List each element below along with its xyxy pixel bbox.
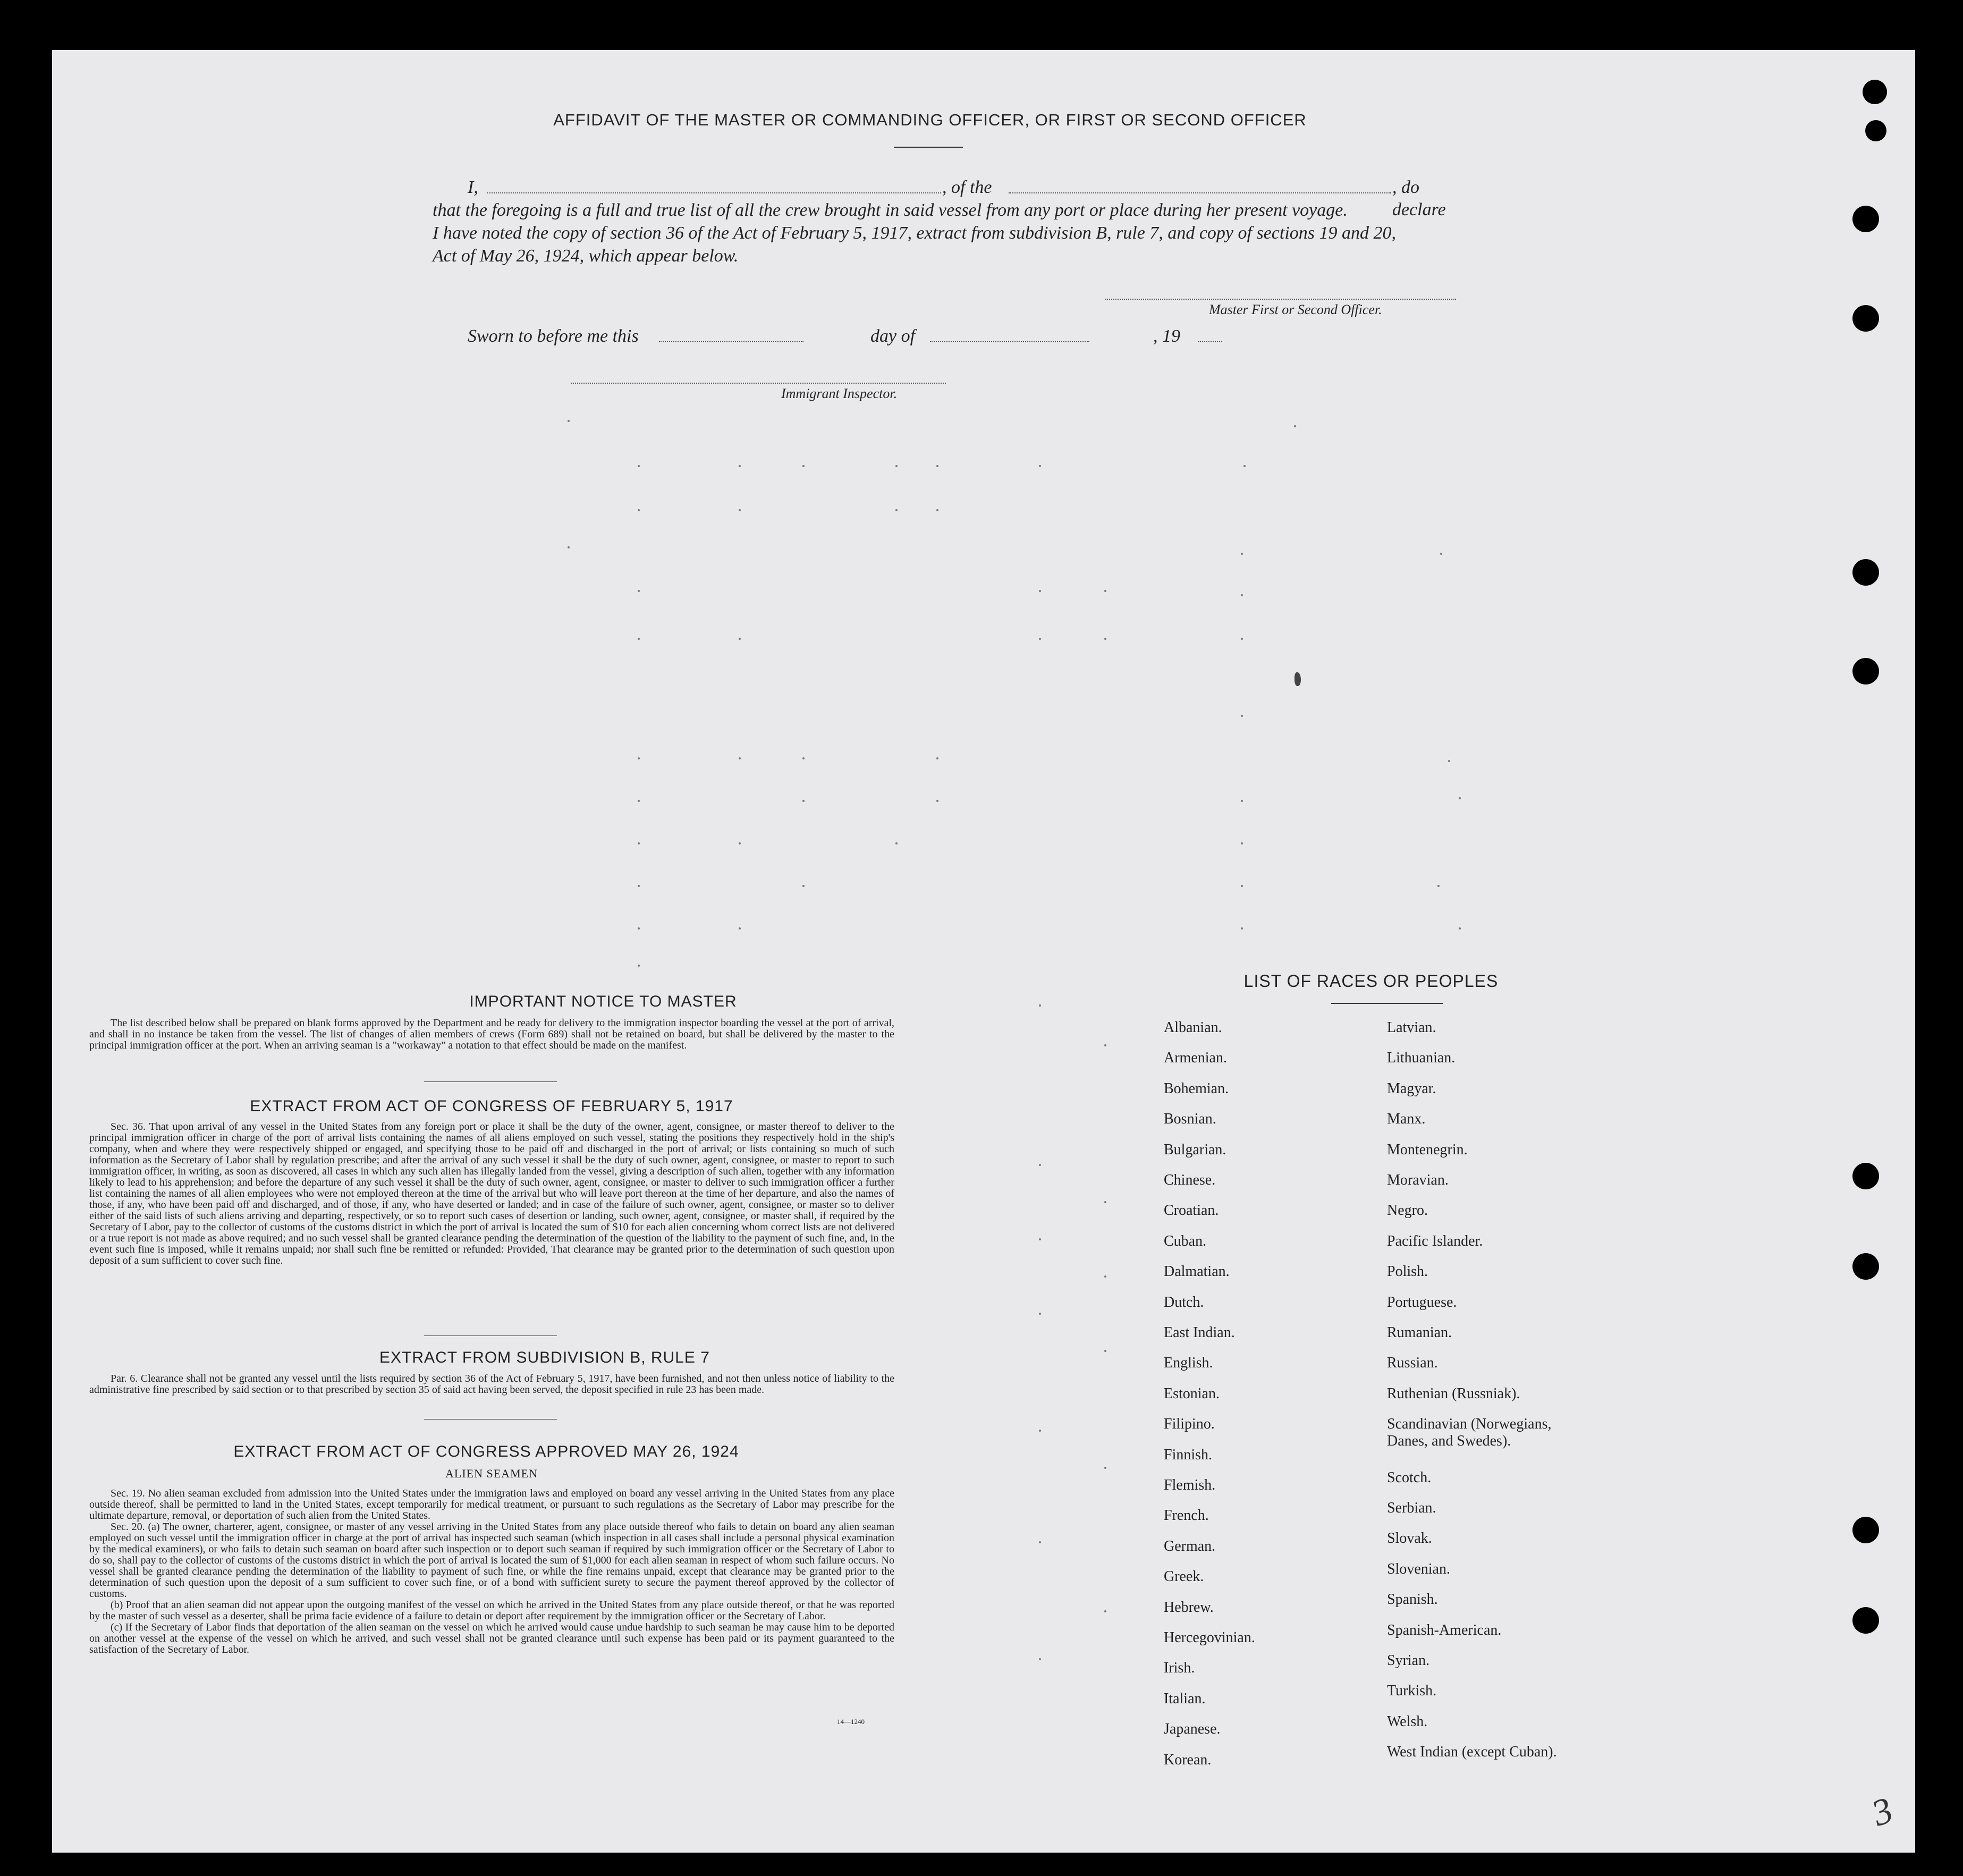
sworn-year-blank[interactable] — [1198, 341, 1222, 342]
sworn-month-blank[interactable] — [930, 341, 1089, 342]
race-item: Armenian. — [1164, 1050, 1227, 1067]
race-item: French. — [1164, 1507, 1209, 1524]
race-item: Bulgarian. — [1164, 1141, 1226, 1158]
race-item: Spanish. — [1387, 1591, 1438, 1608]
page-mark: 3 — [1866, 1789, 1898, 1835]
master-signature-label: Master First or Second Officer. — [1209, 302, 1382, 317]
race-item: Slovenian. — [1387, 1560, 1450, 1577]
race-item: Spanish-American. — [1387, 1621, 1502, 1638]
notice-heading: IMPORTANT NOTICE TO MASTER — [469, 993, 737, 1010]
race-item: Flemish. — [1164, 1477, 1216, 1493]
race-item: Portuguese. — [1387, 1294, 1457, 1311]
notice-body: The list described below shall be prepared on blank forms approved by the Department and be ready for delivery to the immigration inspector boarding the vessel at the port of arrival, and shall in no instance be taken from the vessel. The list of changes of alien members of crews (Form 689) shall not be retained on board, but shall be delivered by the master to the principal immigration officer at the port. When an arriving seaman is a "workaway" a notation to that effect should be made on the manifest. — [89, 1017, 894, 1051]
race-item: Bohemian. — [1164, 1080, 1229, 1097]
race-item: Irish. — [1164, 1660, 1195, 1677]
race-item: West Indian (except Cuban). — [1387, 1744, 1557, 1761]
race-item: Albanian. — [1164, 1019, 1222, 1036]
race-item: Lithuanian. — [1387, 1050, 1456, 1067]
race-item: Pacific Islander. — [1387, 1232, 1483, 1249]
punch-hole — [1865, 120, 1886, 141]
punch-hole — [1852, 305, 1879, 332]
race-item: Moravian. — [1387, 1172, 1449, 1188]
extract-1924-subheading: ALIEN SEAMEN — [445, 1467, 538, 1480]
race-item: Ruthenian (Russniak). — [1387, 1385, 1520, 1402]
declaration-of-the: , of the — [942, 178, 992, 197]
extract-1917-body: Sec. 36. That upon arrival of any vessel in the United States from any foreign port or place it shall be the duty of the owner, agent, consignee, or master thereof to deliver to the principal immigration officer in charge of the port of arrival lists containing the names of all aliens employed on such vessel, stating the positions they respectively hold in the ship's company, when and where they were respectively shipped or engaged, and specifying those to be paid off and discharged in the port of arrival; or lists containing so much of such information as the Secretary of Labor shall by regulation prescribe; and after the arrival of any such vessel it shall be the duty of such owner, agent, consignee, or master to report to such immigration officer, in writing, as soon as discovered, all cases in which any such alien has illegally landed from the vessel, giving a description of such alien, together with any information likely to lead to his apprehension; and before the departure of any such vessel it shall be the duty of such owner, agent, consignee, or master to deliver to such immigration officer a further list containing the names of all alien employees who were not employed thereon at the time of the arrival but who will leave port thereon at the time of her departure, and also the names of those, if any, who have been paid off and discharged, and of those, if any, who have deserted or landed; and in case of the failure of such owner, agent, consignee, or master so to deliver either of the said lists of such aliens arriving and departing, respectively, or so to report such cases of desertion or landing, such owner, agent, consignee, or master shall, if required by the Secretary of Labor, pay to the collector of customs of the customs district in which the port of arrival is located the sum of $10 for each alien concerning whom correct lists are not delivered or a true report is not made as above required; and no such vessel shall be granted clearance pending the determination of the question of the liability to the payment of such fine, and, in the event such fine is imposed, while it remains unpaid; nor shall such fine be remitted or refunded: Provided, That clearance may be granted prior to the determination of such question upon deposit of a sum sufficient to cover such fine. — [89, 1121, 894, 1266]
punch-hole — [1852, 1607, 1879, 1634]
race-item: Manx. — [1387, 1111, 1426, 1128]
sworn-line — [468, 325, 1265, 348]
race-item: Estonian. — [1164, 1385, 1220, 1402]
race-item: German. — [1164, 1537, 1216, 1554]
punch-hole — [1852, 1517, 1879, 1543]
extract-rule7-body: Par. 6. Clearance shall not be granted any vessel until the lists required by section 36 of the Act of February 5, 1917, have been furnished, and not then unless notice of liability to the administrative fine prescribed by said section or to that prescribed by section 35 of said act having been served, the deposit specified in rule 23 has been made. — [89, 1373, 894, 1396]
name-blank[interactable] — [487, 192, 941, 193]
race-item: Dalmatian. — [1164, 1263, 1230, 1280]
race-item: Japanese. — [1164, 1721, 1221, 1738]
extract-1924-body: Sec. 19. No alien seaman excluded from admission into the United States under the immigration laws and employed on board any vessel arriving in the United States from any place outside thereof, shall be permitted to land in the United States, except temporarily for medical treatment, or pursuant to such regulations as the Secretary of Labor may prescribe for the ultimate departure, removal, or deportation of such alien from the United States. Sec. 20. (a) The owner, charterer, agent, consignee, or master of any vessel arriving in the United States from any place outside thereof who fails to detain on board any alien seaman employed on such vessel until the immigration officer in charge at the port of arrival has inspected such seaman (which inspection in all cases shall include a personal physical examination by the medical examiners), or who fails to detain such seaman on board after such inspection or to deport such seaman if required by such immigration officer or the Secretary of Labor to do so, shall pay to the collector of customs of the customs district in which the port of arrival is located the sum of $1,000 for each alien seaman in respect of whom such failure occurs. No vessel shall be granted clearance pending the determination of the liability to payment of such fine, or while the fine remains unpaid, except that clearance may be granted prior to the determination of such question upon the deposit of a sum sufficient to cover such fine, or of a bond with sufficient surety to secure the payment thereof approved by the collector of customs. (b) Proof that an alien seaman did not appear upon the outgoing manifest of the vessel on which he arrived in the United States from any place outside thereof, or that he was reported by the master of such vessel as a deserter, shall be prima facie evidence of a failure to detain or deport after requirement by the immigration officer or the Secretary of Labor. (c) If the Secretary of Labor finds that deportation of the alien seaman on the vessel on which he arrived would cause undue hardship to such seaman he may cause him to be deported on another vessel at the expense of the vessel on which he arrived, and such vessel shall not be granted clearance until such expense has been paid or its payment guaranteed to the satisfaction of the Secretary of Labor. — [89, 1488, 894, 1655]
vessel-blank[interactable] — [1009, 192, 1391, 193]
race-item: Rumanian. — [1387, 1324, 1452, 1341]
race-item: East Indian. — [1164, 1324, 1235, 1341]
master-signature-line[interactable] — [1105, 299, 1456, 300]
punch-hole — [1863, 80, 1887, 104]
extract-1917-heading: EXTRACT FROM ACT OF CONGRESS OF FEBRUARY 5, 1917 — [250, 1097, 733, 1115]
race-item: Montenegrin. — [1387, 1141, 1468, 1158]
race-item: Greek. — [1164, 1568, 1204, 1585]
races-heading: LIST OF RACES OR PEOPLES — [1243, 971, 1499, 991]
sworn-day-of: day of — [870, 326, 916, 346]
race-item: Slovak. — [1387, 1530, 1432, 1547]
punch-hole — [1852, 658, 1879, 685]
race-item: Bosnian. — [1164, 1111, 1216, 1128]
race-item: Hercegovinian. — [1164, 1629, 1255, 1646]
extract-rule7-heading: EXTRACT FROM SUBDIVISION B, RULE 7 — [379, 1349, 710, 1366]
race-item: Negro. — [1387, 1202, 1428, 1219]
race-item: Latvian. — [1387, 1019, 1436, 1036]
race-item: Magyar. — [1387, 1080, 1436, 1097]
declaration-do-declare: , do declare — [1392, 178, 1446, 219]
race-item: English. — [1164, 1355, 1213, 1372]
sworn-year: , 19 — [1153, 326, 1180, 346]
race-item: Welsh. — [1387, 1713, 1428, 1730]
races-heading-underline — [1331, 1003, 1443, 1004]
punch-hole — [1852, 1253, 1879, 1280]
ink-blot — [1294, 672, 1301, 686]
title-underline — [894, 147, 963, 148]
race-item: Filipino. — [1164, 1416, 1215, 1433]
race-item: Finnish. — [1164, 1446, 1213, 1463]
sworn-day-blank[interactable] — [659, 341, 803, 342]
punch-hole — [1852, 206, 1879, 232]
race-item: Cuban. — [1164, 1232, 1207, 1249]
race-item: Scotch. — [1387, 1469, 1432, 1486]
race-item: Serbian. — [1387, 1500, 1436, 1517]
form-number: 14—1240 — [837, 1718, 865, 1726]
inspector-signature-line[interactable] — [571, 383, 946, 384]
race-item: Croatian. — [1164, 1202, 1219, 1219]
race-item: Syrian. — [1387, 1652, 1430, 1669]
race-item: Polish. — [1387, 1263, 1428, 1280]
race-item: Chinese. — [1164, 1172, 1216, 1188]
race-item: Hebrew. — [1164, 1599, 1214, 1616]
declaration-i: I, — [468, 178, 478, 197]
declaration-line-3: I have noted the copy of section 36 of the Act of February 5, 1917, extract from subdivision B, rule 7, and copy of sections 19 and 20, — [433, 223, 1397, 243]
race-item: Italian. — [1164, 1690, 1206, 1707]
punch-hole — [1852, 1163, 1879, 1189]
inspector-label: Immigrant Inspector. — [781, 386, 898, 401]
race-item: Dutch. — [1164, 1294, 1204, 1311]
notice-divider — [424, 1081, 557, 1082]
extract-1924-heading: EXTRACT FROM ACT OF CONGRESS APPROVED MAY 26, 1924 — [233, 1443, 739, 1460]
race-item: Korean. — [1164, 1751, 1212, 1768]
race-item: Scandinavian (Norwegians, Danes, and Swedes). — [1387, 1416, 1552, 1450]
race-item: Turkish. — [1387, 1683, 1437, 1700]
declaration-line-2: that the foregoing is a full and true list of all the crew brought in said vessel from any port or place during her present voyage. — [433, 200, 1348, 220]
race-item: Russian. — [1387, 1355, 1438, 1372]
affidavit-title: AFFIDAVIT OF THE MASTER OR COMMANDING OFFICER, OR FIRST OR SECOND OFFICER — [553, 111, 1307, 129]
sworn-start: Sworn to before me this — [468, 326, 639, 346]
declaration-line-4: Act of May 26, 1924, which appear below. — [433, 246, 739, 266]
punch-hole — [1852, 559, 1879, 586]
